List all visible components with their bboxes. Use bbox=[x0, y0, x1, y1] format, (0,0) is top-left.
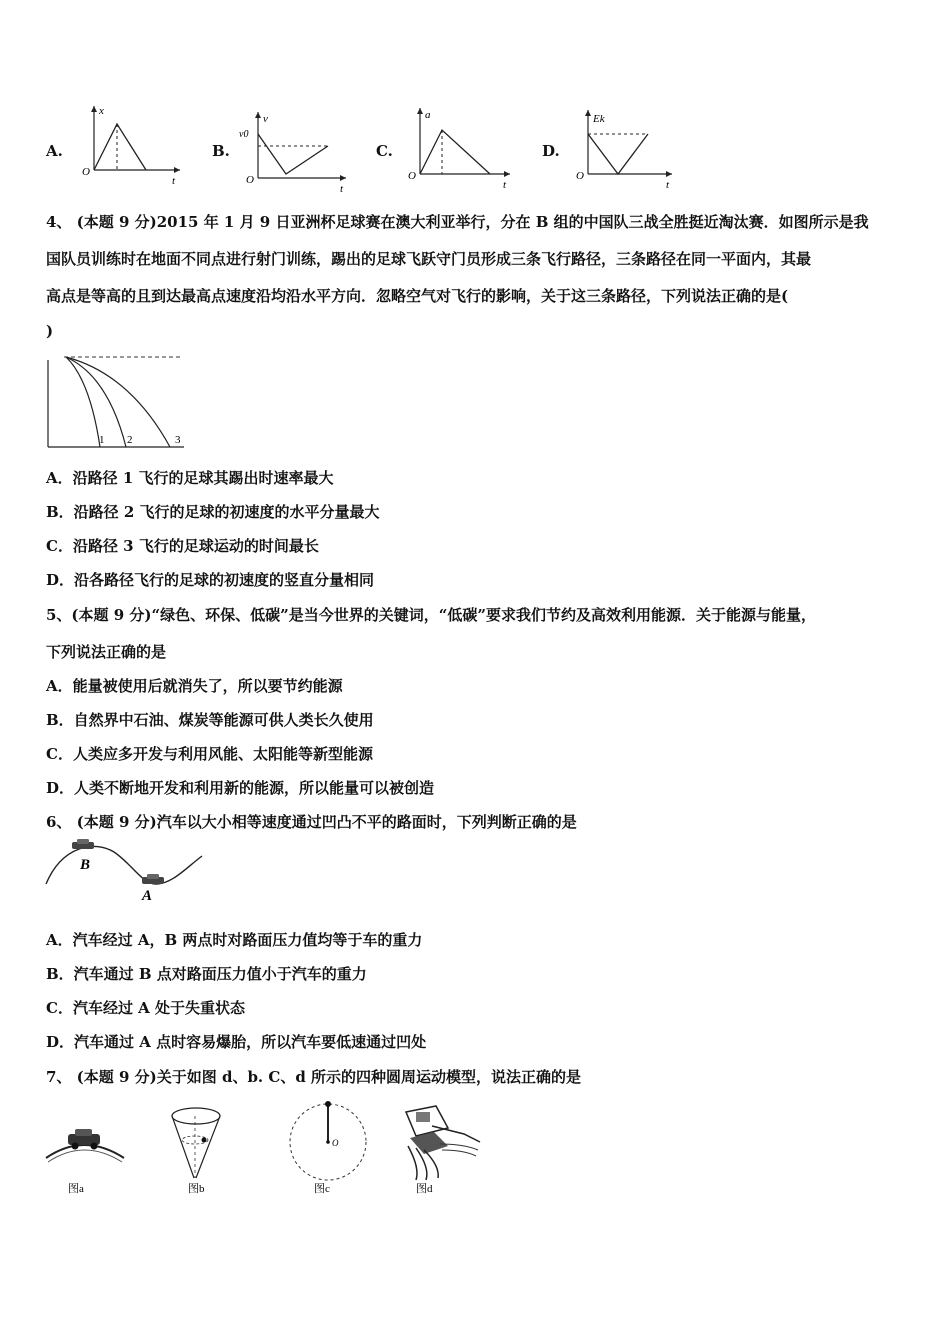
q3c-origin: O bbox=[408, 170, 416, 182]
q7-stem: 7、 (本题 9 分)关于如图 d、b. C、d 所示的四种圆周运动模型，说法正确的是 bbox=[46, 1068, 582, 1086]
q4-stem-line3: 高点是等高的且到达最高点速度沿均沿水平方向．忽略空气对飞行的影响，关于这三条路径，下列说法正确的是( bbox=[46, 287, 789, 305]
car-at-a-icon bbox=[142, 874, 164, 884]
q5-option-d[interactable]: D．人类不断地开发和利用新的能源，所以能量可以被创造 bbox=[46, 779, 435, 797]
q4-option-d[interactable]: D．沿各路径飞行的足球的初速度的竖直分量相同 bbox=[46, 571, 375, 589]
q4-stem-line4: ) bbox=[46, 322, 54, 340]
q3-option-b-label: B. bbox=[212, 142, 230, 160]
q6-option-b[interactable]: B．汽车通过 B 点对路面压力值小于汽车的重力 bbox=[46, 965, 367, 983]
point-b-label: B bbox=[80, 857, 91, 873]
q5-option-b[interactable]: B．自然界中石油、煤炭等能源可供人类长久使用 bbox=[46, 711, 374, 729]
car-at-b-icon bbox=[72, 839, 94, 849]
q3a-x-label: t bbox=[172, 175, 176, 187]
caption-d: 图d bbox=[416, 1183, 433, 1195]
q3-graph-b bbox=[236, 106, 356, 196]
path-label-1: 1 bbox=[99, 434, 105, 446]
center-o-label: O bbox=[332, 1138, 339, 1148]
q3a-origin: O bbox=[82, 166, 90, 178]
q3-graph-a bbox=[78, 100, 188, 190]
caption-a: 图a bbox=[68, 1183, 84, 1195]
q5-stem-line1: 5、(本题 9 分)“绿色、环保、低碳”是当今世界的关键词，“低碳”要求我们节约及高效利用能源．关于能源与能量， bbox=[46, 606, 817, 624]
q4-option-a[interactable]: A．沿路径 1 飞行的足球其踢出时速率最大 bbox=[46, 469, 334, 487]
figure-c-vertical-circle bbox=[290, 1101, 366, 1180]
q3c-x-label: t bbox=[503, 179, 507, 191]
q3b-x-label: t bbox=[340, 183, 344, 195]
q3c-y-label: a bbox=[425, 109, 431, 121]
q4-stem-line2: 国队员训练时在地面不同点进行射门训练，踢出的足球飞跃守门员形成三条飞行路径，三条路径在同一平面内，其最 bbox=[46, 250, 812, 268]
caption-c: 图c bbox=[314, 1183, 330, 1195]
figure-b-cone bbox=[172, 1108, 220, 1178]
q4-stem-line1: 4、 (本题 9 分)2015 年 1 月 9 日亚洲杯足球赛在澳大利亚举行，分在 B 组的中国队三战全胜挺近淘汰赛．如图所示是我 bbox=[46, 213, 869, 231]
q5-stem-line2: 下列说法正确的是 bbox=[46, 643, 167, 661]
q3b-y-label: v bbox=[263, 113, 268, 125]
path-label-3: 3 bbox=[175, 434, 181, 446]
q3-option-c-label: C. bbox=[376, 142, 393, 160]
q3-option-a-label: A. bbox=[46, 142, 63, 160]
q3d-y-label: Ek bbox=[593, 113, 605, 125]
q4-trajectory-figure bbox=[44, 350, 190, 450]
q3b-origin: O bbox=[246, 174, 254, 186]
q3-graph-d bbox=[572, 104, 682, 194]
q5-option-c[interactable]: C．人类应多开发与利用风能、太阳能等新型能源 bbox=[46, 745, 373, 763]
q3d-origin: O bbox=[576, 170, 584, 182]
figure-a-car-bridge bbox=[46, 1129, 124, 1162]
caption-b: 图b bbox=[188, 1183, 205, 1195]
q6-option-a[interactable]: A．汽车经过 A，B 两点时对路面压力值均等于车的重力 bbox=[46, 931, 423, 949]
q6-stem: 6、 (本题 9 分)汽车以大小相等速度通过凹凸不平的路面时，下列判断正确的是 bbox=[46, 813, 577, 831]
q6-option-c[interactable]: C．汽车经过 A 处于失重状态 bbox=[46, 999, 246, 1017]
q4-option-b[interactable]: B．沿路径 2 飞行的足球的初速度的水平分量最大 bbox=[46, 503, 380, 521]
path-label-2: 2 bbox=[127, 434, 133, 446]
q3a-y-label: x bbox=[99, 105, 104, 117]
q4-option-c[interactable]: C．沿路径 3 飞行的足球运动的时间最长 bbox=[46, 537, 319, 555]
q3-option-d-label: D. bbox=[542, 142, 560, 160]
q7-figures bbox=[44, 1098, 494, 1198]
point-a-label: A bbox=[142, 888, 153, 904]
figure-d-train-curve bbox=[406, 1106, 480, 1180]
q3-graph-c bbox=[404, 102, 519, 192]
q6-road-figure bbox=[44, 838, 206, 906]
q3b-y-tick: v0 bbox=[239, 129, 249, 140]
q5-option-a[interactable]: A．能量被使用后就消失了，所以要节约能源 bbox=[46, 677, 343, 695]
q6-option-d[interactable]: D．汽车通过 A 点时容易爆胎，所以汽车要低速通过凹处 bbox=[46, 1033, 427, 1051]
q3d-x-label: t bbox=[666, 179, 670, 191]
